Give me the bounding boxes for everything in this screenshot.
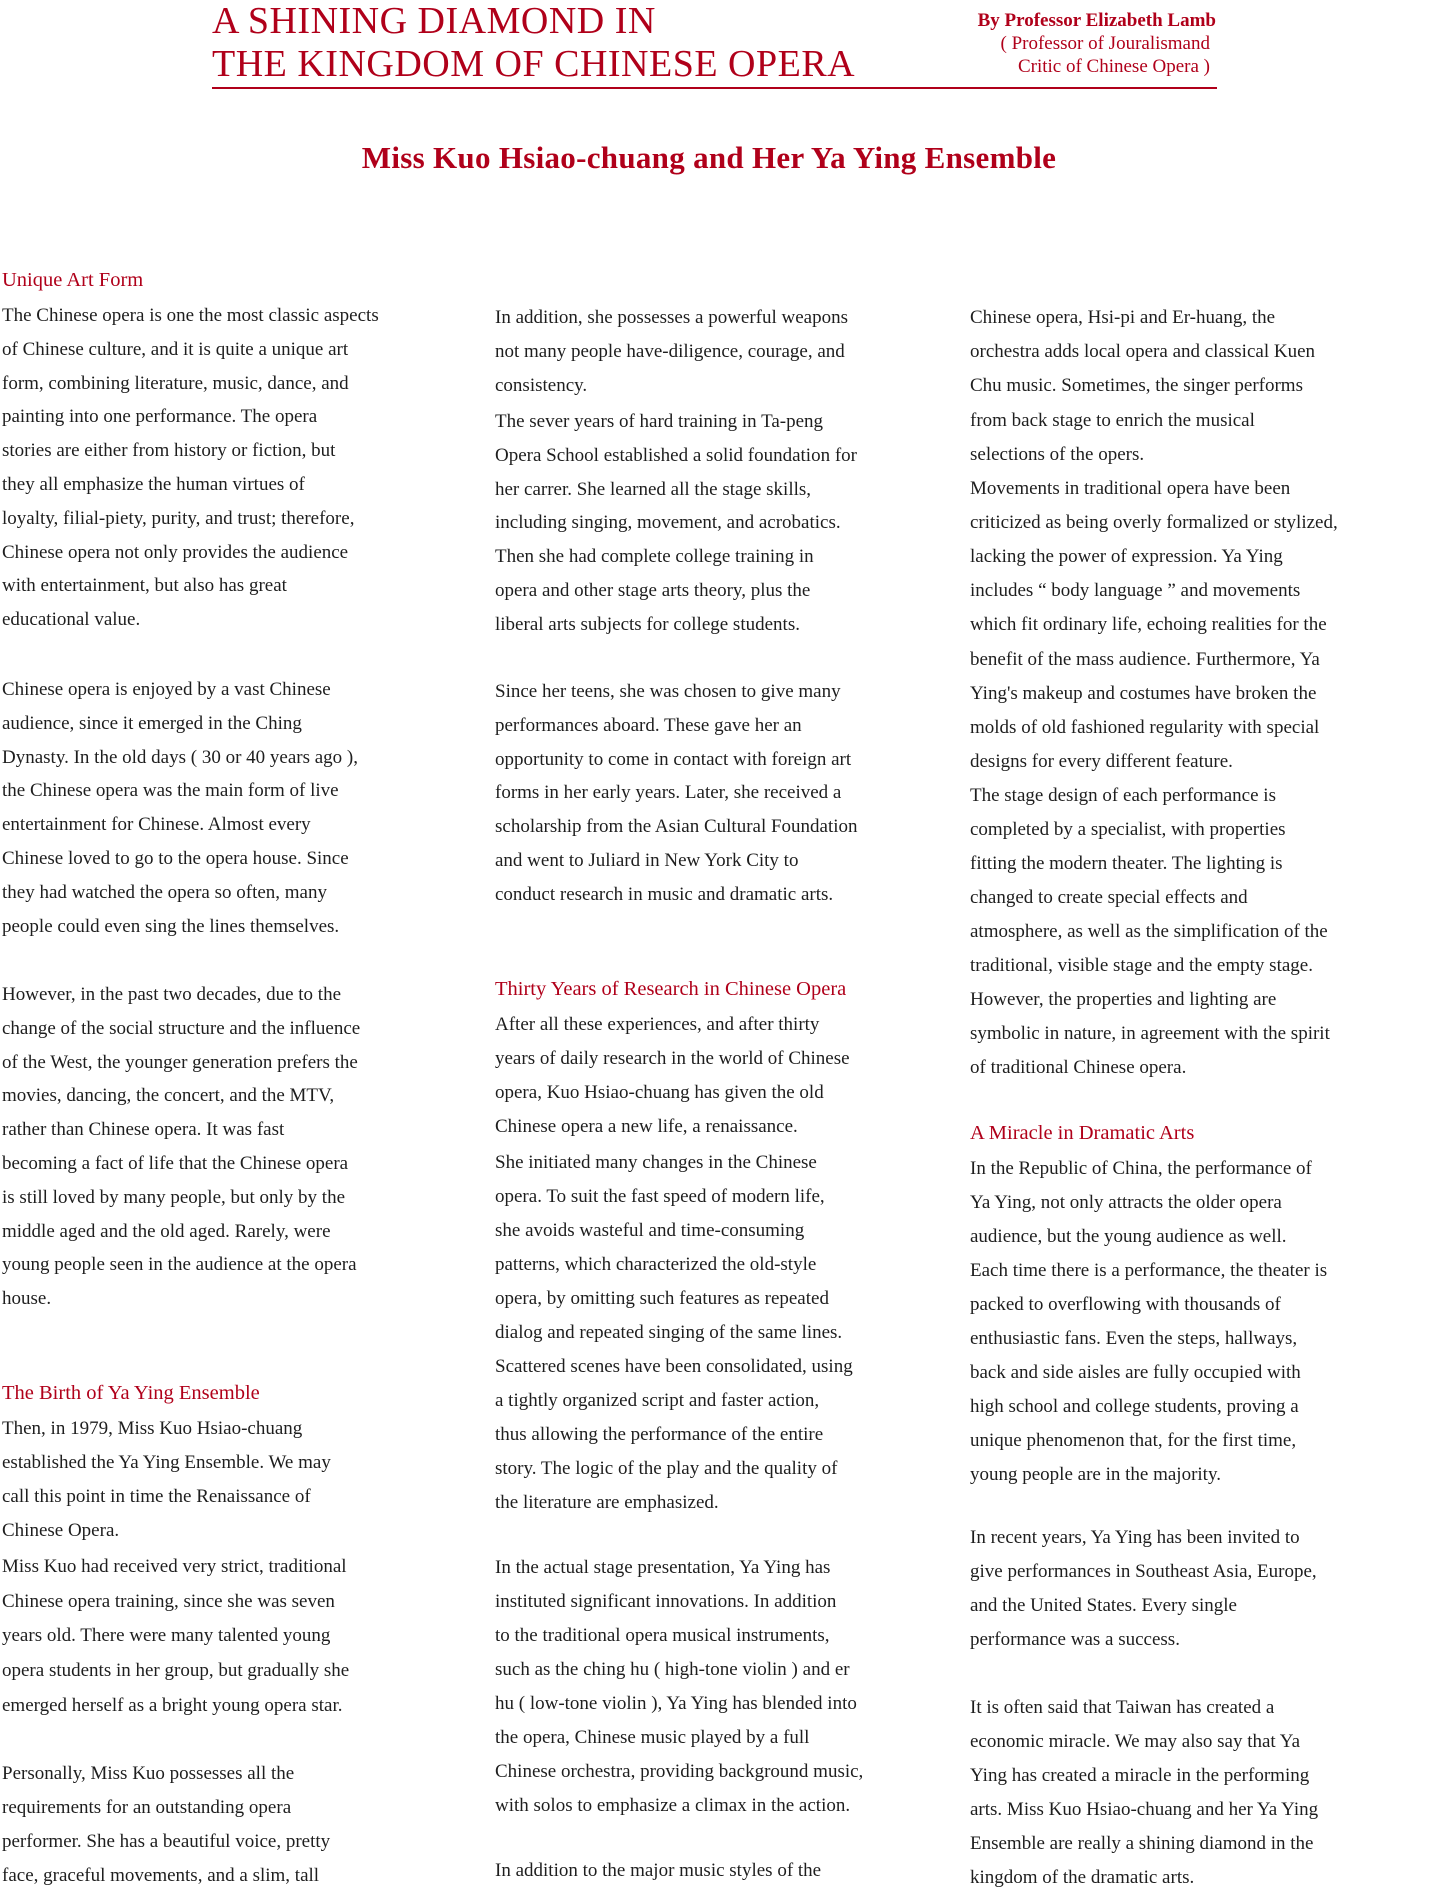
text-line: It is often said that Taiwan has created a bbox=[970, 1697, 1275, 1718]
text-line: changed to create special effects and bbox=[970, 887, 1248, 908]
text-line: Chinese Opera. bbox=[2, 1520, 120, 1541]
text-line: including singing, movement, and acrobatics. bbox=[495, 512, 841, 534]
text-line: includes “ body language ” and movements bbox=[970, 580, 1301, 602]
text-line: orchestra adds local opera and classical Kuen bbox=[970, 341, 1316, 363]
text-line: opera. To suit the fast speed of modern life, bbox=[495, 1186, 825, 1207]
title-line-1: A SHINING DIAMOND IN bbox=[212, 0, 656, 42]
text-line: After all these experiences, and after thirty bbox=[495, 1014, 820, 1035]
text-line: enthusiastic fans. Even the steps, hallways, bbox=[970, 1328, 1298, 1349]
text-line: Chinese opera is enjoyed by a vast Chinese bbox=[2, 679, 331, 700]
article-subtitle: Miss Kuo Hsiao-chuang and Her Ya Ying Ensemble bbox=[361, 140, 1057, 175]
text-line: dialog and repeated singing of the same lines. bbox=[495, 1322, 843, 1343]
text-line: instituted significant innovations. In addition bbox=[495, 1591, 837, 1612]
text-line: In the actual stage presentation, Ya Ying has bbox=[495, 1557, 831, 1578]
byline-role-2: Critic of Chinese Opera ) bbox=[1017, 56, 1210, 77]
text-line: the opera, Chinese music played by a full bbox=[495, 1727, 810, 1748]
text-line: Miss Kuo had received very strict, traditional bbox=[2, 1556, 347, 1577]
text-line: Chinese opera, Hsi-pi and Er-huang, the bbox=[970, 307, 1276, 328]
text-line: In addition to the major music styles of the bbox=[495, 1860, 822, 1881]
text-line: molds of old fashioned regularity with special bbox=[970, 716, 1320, 738]
text-line: form, combining literature, music, dance, and bbox=[2, 372, 349, 394]
text-line: requirements for an outstanding opera bbox=[2, 1797, 292, 1818]
text-line: change of the social structure and the influence bbox=[2, 1017, 361, 1039]
text-line: Chinese orchestra, providing background music, bbox=[495, 1761, 864, 1782]
header-rule bbox=[212, 87, 1217, 89]
text-line: performer. She has a beautiful voice, pretty bbox=[2, 1831, 331, 1852]
text-line: movies, dancing, the concert, and the MTV, bbox=[2, 1085, 335, 1107]
text-line: In addition, she possesses a powerful weapons bbox=[495, 307, 849, 328]
text-line: Movements in traditional opera have been bbox=[970, 478, 1291, 499]
section-heading: A Miracle in Dramatic Arts bbox=[970, 1122, 1195, 1144]
text-line: face, graceful movements, and a slim, tall bbox=[2, 1865, 320, 1886]
text-line: Ying has created a miracle in the performing bbox=[970, 1765, 1310, 1786]
text-line: criticized as being overly formalized or stylized, bbox=[970, 512, 1338, 534]
text-line: and the United States. Every single bbox=[970, 1595, 1237, 1616]
text-line: Opera School established a solid foundation for bbox=[495, 444, 857, 466]
text-line: which fit ordinary life, echoing realities for the bbox=[970, 614, 1327, 636]
text-line: kingdom of the dramatic arts. bbox=[970, 1867, 1195, 1888]
text-line: audience, since it emerged in the Ching bbox=[2, 712, 302, 734]
text-line: people could even sing the lines themselves. bbox=[2, 915, 340, 937]
text-line: In recent years, Ya Ying has been invited to bbox=[970, 1527, 1300, 1548]
text-line: years old. There were many talented young bbox=[2, 1625, 331, 1647]
text-line: they had watched the opera so often, many bbox=[2, 881, 327, 903]
article-title bbox=[212, 0, 855, 86]
text-line: painting into one performance. The opera bbox=[2, 406, 318, 428]
text-line: opera, by omitting such features as repeated bbox=[495, 1288, 829, 1309]
text-line: entertainment for Chinese. Almost every bbox=[2, 814, 311, 836]
text-line: of the West, the younger generation prefers the bbox=[2, 1051, 358, 1073]
text-line: her carrer. She learned all the stage skills, bbox=[495, 478, 812, 500]
text-line: the Chinese opera was the main form of live bbox=[2, 780, 339, 802]
text-line: Then she had complete college training in bbox=[495, 546, 814, 568]
text-line: the literature are emphasized. bbox=[495, 1492, 719, 1513]
text-line: stories are either from history or fiction, but bbox=[2, 440, 336, 462]
text-line: Chinese opera training, since she was seven bbox=[2, 1590, 335, 1612]
text-line: Since her teens, she was chosen to give many bbox=[495, 681, 841, 702]
text-line: call this point in time the Renaissance of bbox=[2, 1486, 311, 1507]
text-line: Chinese opera not only provides the audience bbox=[2, 541, 349, 563]
text-line: and went to Juliard in New York City to bbox=[495, 850, 799, 871]
text-line: Chinese loved to go to the opera house. Since bbox=[2, 848, 349, 869]
text-line: she avoids wasteful and time-consuming bbox=[495, 1220, 805, 1241]
text-line: opera students in her group, but gradually she bbox=[2, 1660, 350, 1682]
text-line: Each time there is a performance, the theater is bbox=[970, 1260, 1328, 1281]
text-line: opera, Kuo Hsiao-chuang has given the old bbox=[495, 1082, 824, 1103]
text-line: young people are in the majority. bbox=[970, 1464, 1221, 1485]
text-line: not many people have-diligence, courage, and bbox=[495, 340, 845, 362]
title-line-2: THE KINGDOM OF CHINESE OPERA bbox=[212, 43, 856, 85]
text-line: back and side aisles are fully occupied with bbox=[970, 1362, 1301, 1383]
text-line: to the traditional opera musical instruments, bbox=[495, 1625, 830, 1646]
text-line: packed to overflowing with thousands of bbox=[970, 1294, 1281, 1315]
author-byline bbox=[900, 9, 1216, 78]
text-line: audience, but the young audience as well. bbox=[970, 1226, 1287, 1247]
text-line: emerged herself as a bright young opera star. bbox=[2, 1694, 343, 1716]
text-line: unique phenomenon that, for the first time, bbox=[970, 1430, 1297, 1451]
text-line: consistency. bbox=[495, 374, 588, 396]
text-line: opportunity to come in contact with foreign art bbox=[495, 748, 852, 770]
text-line: with solos to emphasize a climax in the action. bbox=[495, 1795, 851, 1816]
text-line: high school and college students, proving a bbox=[970, 1396, 1299, 1417]
text-line: educational value. bbox=[2, 609, 141, 631]
text-line: arts. Miss Kuo Hsiao-chuang and her Ya Ying bbox=[970, 1799, 1319, 1820]
text-line: house. bbox=[2, 1288, 52, 1310]
text-line: becoming a fact of life that the Chinese opera bbox=[2, 1153, 349, 1174]
text-line: Scattered scenes have been consolidated, using bbox=[495, 1356, 853, 1377]
text-line: story. The logic of the play and the quality of bbox=[495, 1458, 838, 1479]
text-line: Then, in 1979, Miss Kuo Hsiao-chuang bbox=[2, 1418, 303, 1439]
text-line: forms in her early years. Later, she received a bbox=[495, 782, 842, 804]
text-line: years of daily research in the world of Chinese bbox=[495, 1048, 850, 1069]
text-line: they all emphasize the human virtues of bbox=[2, 474, 305, 495]
text-line: Dynasty. In the old days ( 30 or 40 years ago ), bbox=[2, 746, 358, 768]
text-line: patterns, which characterized the old-style bbox=[495, 1254, 817, 1275]
text-line: Ya Ying, not only attracts the older opera bbox=[970, 1192, 1282, 1213]
text-line: a tightly organized script and faster action, bbox=[495, 1390, 820, 1411]
text-line: scholarship from the Asian Cultural Foundation bbox=[495, 816, 858, 838]
text-line: The Chinese opera is one the most classic aspects bbox=[2, 305, 379, 326]
text-line: hu ( low-tone violin ), Ya Ying has blended into bbox=[495, 1693, 857, 1714]
text-line: economic miracle. We may also say that Ya bbox=[970, 1731, 1301, 1752]
text-line: young people seen in the audience at the opera bbox=[2, 1254, 357, 1276]
text-line: designs for every different feature. bbox=[970, 750, 1233, 772]
text-line: atmosphere, as well as the simplification of the bbox=[970, 921, 1328, 942]
byline-role-1: ( Professor of Jouralismand bbox=[1000, 33, 1210, 54]
text-line: traditional, visible stage and the empty stage. bbox=[970, 955, 1313, 976]
text-line: loyalty, filial-piety, purity, and trust; therefore, bbox=[2, 507, 355, 529]
section-heading: The Birth of Ya Ying Ensemble bbox=[2, 1382, 260, 1404]
text-line: She initiated many changes in the Chinese bbox=[495, 1152, 817, 1173]
text-line: such as the ching hu ( high-tone violin ) and er bbox=[495, 1659, 850, 1680]
text-line: However, the properties and lighting are bbox=[970, 989, 1277, 1010]
text-line: The sever years of hard training in Ta-peng bbox=[495, 411, 824, 432]
text-line: lacking the power of expression. Ya Ying bbox=[970, 546, 1283, 568]
text-line: However, in the past two decades, due to the bbox=[2, 984, 342, 1005]
text-line: Chu music. Sometimes, the singer performs bbox=[970, 375, 1303, 397]
text-line: of traditional Chinese opera. bbox=[970, 1057, 1187, 1078]
text-line: give performances in Southeast Asia, Europe, bbox=[970, 1561, 1317, 1582]
byline-author: By Professor Elizabeth Lamb bbox=[977, 10, 1216, 31]
text-line: benefit of the mass audience. Furthermore, Ya bbox=[970, 648, 1320, 670]
text-line: rather than Chinese opera. It was fast bbox=[2, 1119, 285, 1141]
text-line: with entertainment, but also has great bbox=[2, 575, 287, 597]
text-line: In the Republic of China, the performance of bbox=[970, 1158, 1312, 1179]
text-line: middle aged and the old aged. Rarely, were bbox=[2, 1220, 331, 1242]
text-line: opera and other stage arts theory, plus the bbox=[495, 580, 811, 601]
text-line: fitting the modern theater. The lighting is bbox=[970, 853, 1283, 874]
text-line: established the Ya Ying Ensemble. We may bbox=[2, 1452, 331, 1473]
text-line: Personally, Miss Kuo possesses all the bbox=[2, 1763, 295, 1784]
text-line: Ensemble are really a shining diamond in the bbox=[970, 1833, 1314, 1854]
text-line: Ying's makeup and costumes have broken the bbox=[970, 682, 1317, 704]
text-line: The stage design of each performance is bbox=[970, 785, 1276, 806]
text-line: is still loved by many people, but only by the bbox=[2, 1186, 346, 1208]
text-line: performance was a success. bbox=[970, 1629, 1180, 1650]
text-line: completed by a specialist, with properties bbox=[970, 819, 1286, 840]
text-line: thus allowing the performance of the entire bbox=[495, 1424, 824, 1445]
text-line: performances aboard. These gave her an bbox=[495, 714, 802, 736]
text-line: symbolic in nature, in agreement with the spirit bbox=[970, 1023, 1330, 1044]
section-heading: Unique Art Form bbox=[2, 269, 144, 291]
text-line: conduct research in music and dramatic arts. bbox=[495, 883, 834, 905]
text-line: selections of the opers. bbox=[970, 443, 1145, 465]
text-line: of Chinese culture, and it is quite a unique art bbox=[2, 338, 349, 360]
text-line: liberal arts subjects for college students. bbox=[495, 613, 800, 635]
text-line: from back stage to enrich the musical bbox=[970, 409, 1255, 431]
section-heading: Thirty Years of Research in Chinese Opera bbox=[495, 978, 847, 1000]
text-line: Chinese opera a new life, a renaissance. bbox=[495, 1116, 798, 1137]
